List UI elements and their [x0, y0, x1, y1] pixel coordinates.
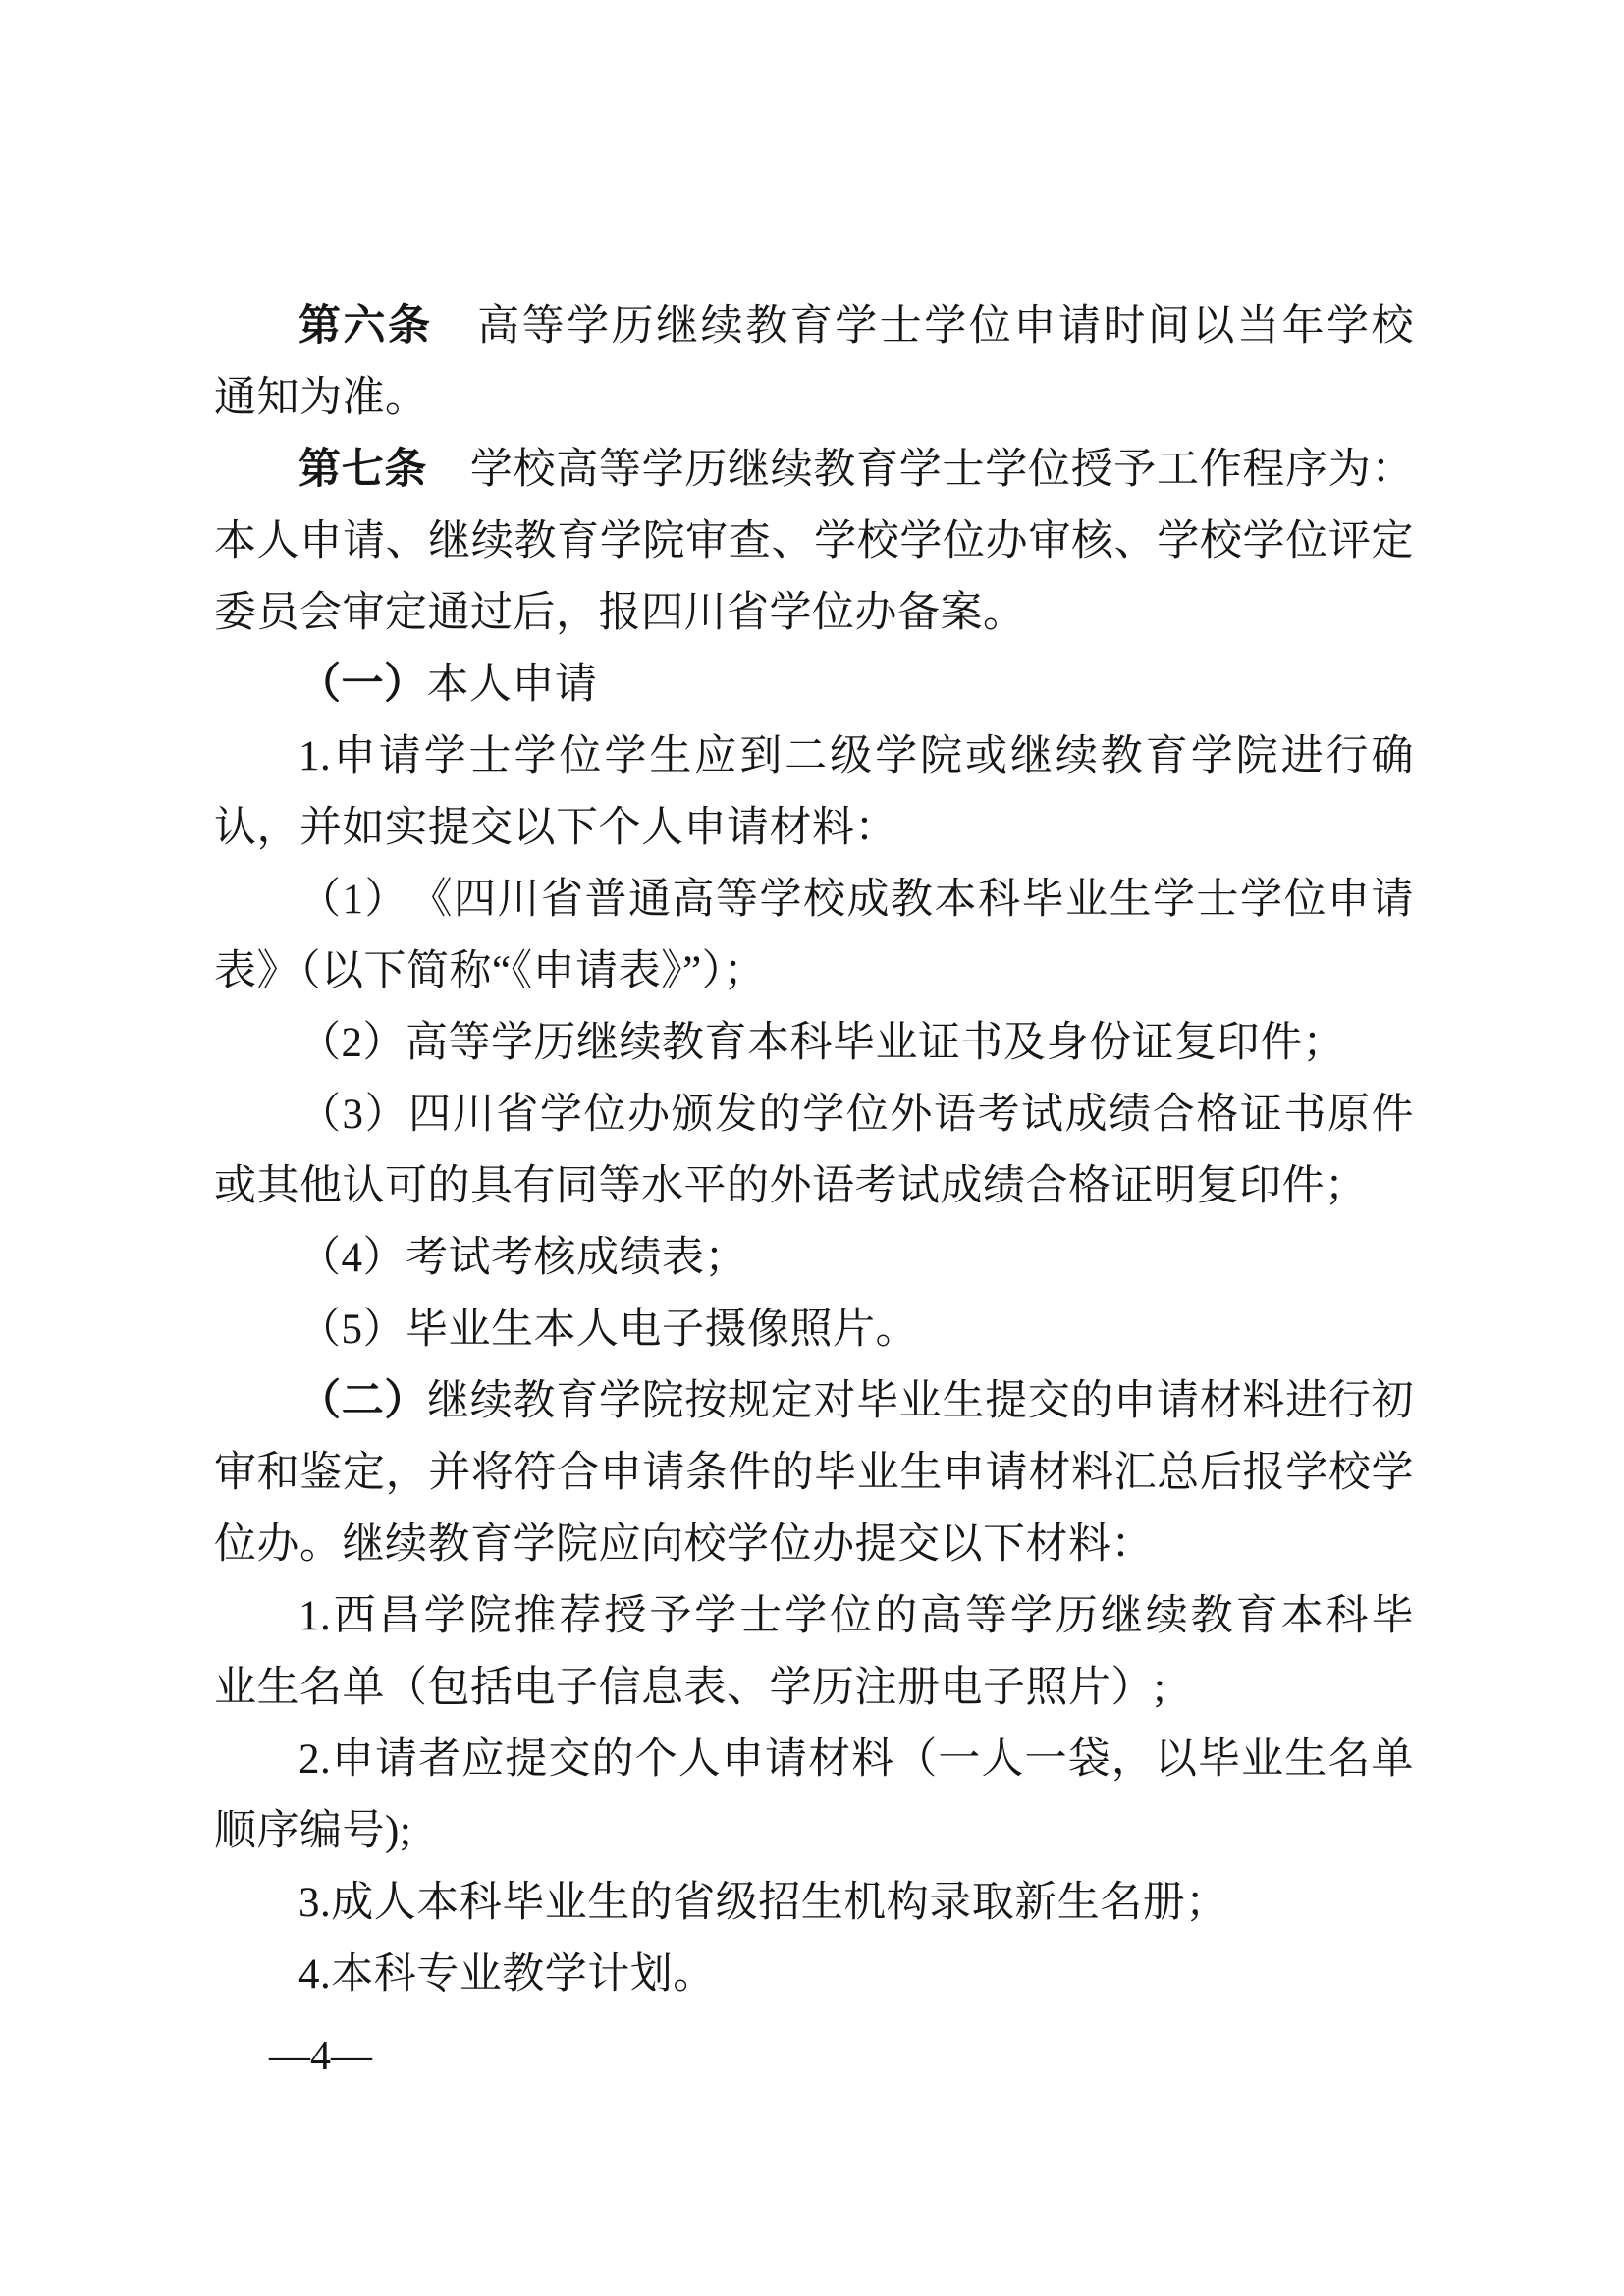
body-text: （5）毕业生本人电子摄像照片。 — [298, 1307, 918, 1353]
body-text: 学校高等学历继续教育学士学位授予工作程序为： — [427, 447, 1415, 493]
text-line — [214, 1724, 1414, 1795]
body-text: 位办。继续教育学院应向校学位办提交以下材料： — [214, 1522, 1154, 1568]
body-text: 委员会审定通过后，报四川省学位办备案。 — [214, 590, 1026, 636]
text-line — [214, 1795, 1414, 1867]
body-text: 高等学历继续教育学士学位申请时间以当年学校 — [432, 303, 1414, 349]
text-line — [214, 434, 1414, 506]
body-text: 4.本科专业教学计划。 — [298, 1951, 716, 1998]
text-line — [214, 1580, 1414, 1652]
heading-text: 第六条 — [298, 303, 433, 349]
body-text: 继续教育学院按规定对毕业生提交的申请材料进行初 — [427, 1378, 1415, 1424]
text-line — [214, 362, 1414, 434]
text-line — [214, 1150, 1414, 1222]
text-line — [214, 506, 1414, 577]
text-line — [214, 1007, 1414, 1079]
text-line — [214, 1437, 1414, 1509]
text-line — [214, 1867, 1414, 1939]
text-line — [214, 1222, 1414, 1294]
text-line — [214, 935, 1414, 1007]
body-text: 通知为准。 — [214, 375, 428, 421]
text-line — [214, 1294, 1414, 1365]
text-line — [214, 577, 1414, 649]
text-line — [214, 1509, 1414, 1580]
body-text: （2）高等学历继续教育本科毕业证书及身份证复印件； — [298, 1020, 1345, 1066]
body-text: 审和鉴定，并将符合申请条件的毕业生申请材料汇总后报学校学 — [214, 1450, 1414, 1496]
heading-text: （二） — [298, 1378, 428, 1424]
text-line — [214, 1652, 1414, 1724]
page-number: —4— — [269, 2034, 372, 2079]
text-line — [214, 649, 1414, 721]
heading-text: 第七条 — [298, 447, 428, 493]
text-line — [214, 291, 1414, 362]
body-text: 3.成人本科毕业生的省级招生机构录取新生名册； — [298, 1880, 1228, 1926]
body-text: 表》（以下简称“《申请表》”）； — [214, 948, 767, 994]
text-line — [214, 721, 1414, 792]
body-text: 1.申请学士学位学生应到二级学院或继续教育学院进行确 — [298, 733, 1414, 779]
body-text: 业生名单（包括电子信息表、学历注册电子照片）; — [214, 1665, 1166, 1711]
body-text: （1） 《四川省普通高等学校成教本科毕业生学士学位申请 — [298, 877, 1414, 923]
body-text: 2.申请者应提交的个人申请材料（一人一袋，以毕业生名单 — [298, 1736, 1414, 1783]
body-text: 顺序编号); — [214, 1808, 412, 1854]
body-text: 或其他认可的具有同等水平的外语考试成绩合格证明复印件； — [214, 1163, 1368, 1209]
text-line — [214, 1939, 1414, 2010]
body-text: 1.西昌学院推荐授予学士学位的高等学历继续教育本科毕 — [298, 1593, 1414, 1639]
text-line — [214, 864, 1414, 935]
body-text: 认，并如实提交以下个人申请材料： — [214, 805, 897, 851]
text-line — [214, 792, 1414, 864]
body-text: （4）考试考核成绩表； — [298, 1235, 747, 1281]
body-text: 本人申请 — [426, 662, 598, 708]
text-line — [214, 1365, 1414, 1437]
document-body — [214, 291, 1414, 2010]
body-text: （3）四川省学位办颁发的学位外语考试成绩合格证书原件 — [298, 1092, 1414, 1138]
heading-text: （一） — [298, 662, 427, 708]
body-text: 本人申请、继续教育学院审查、学校学位办审核、学校学位评定 — [214, 518, 1414, 564]
text-line — [214, 1079, 1414, 1150]
